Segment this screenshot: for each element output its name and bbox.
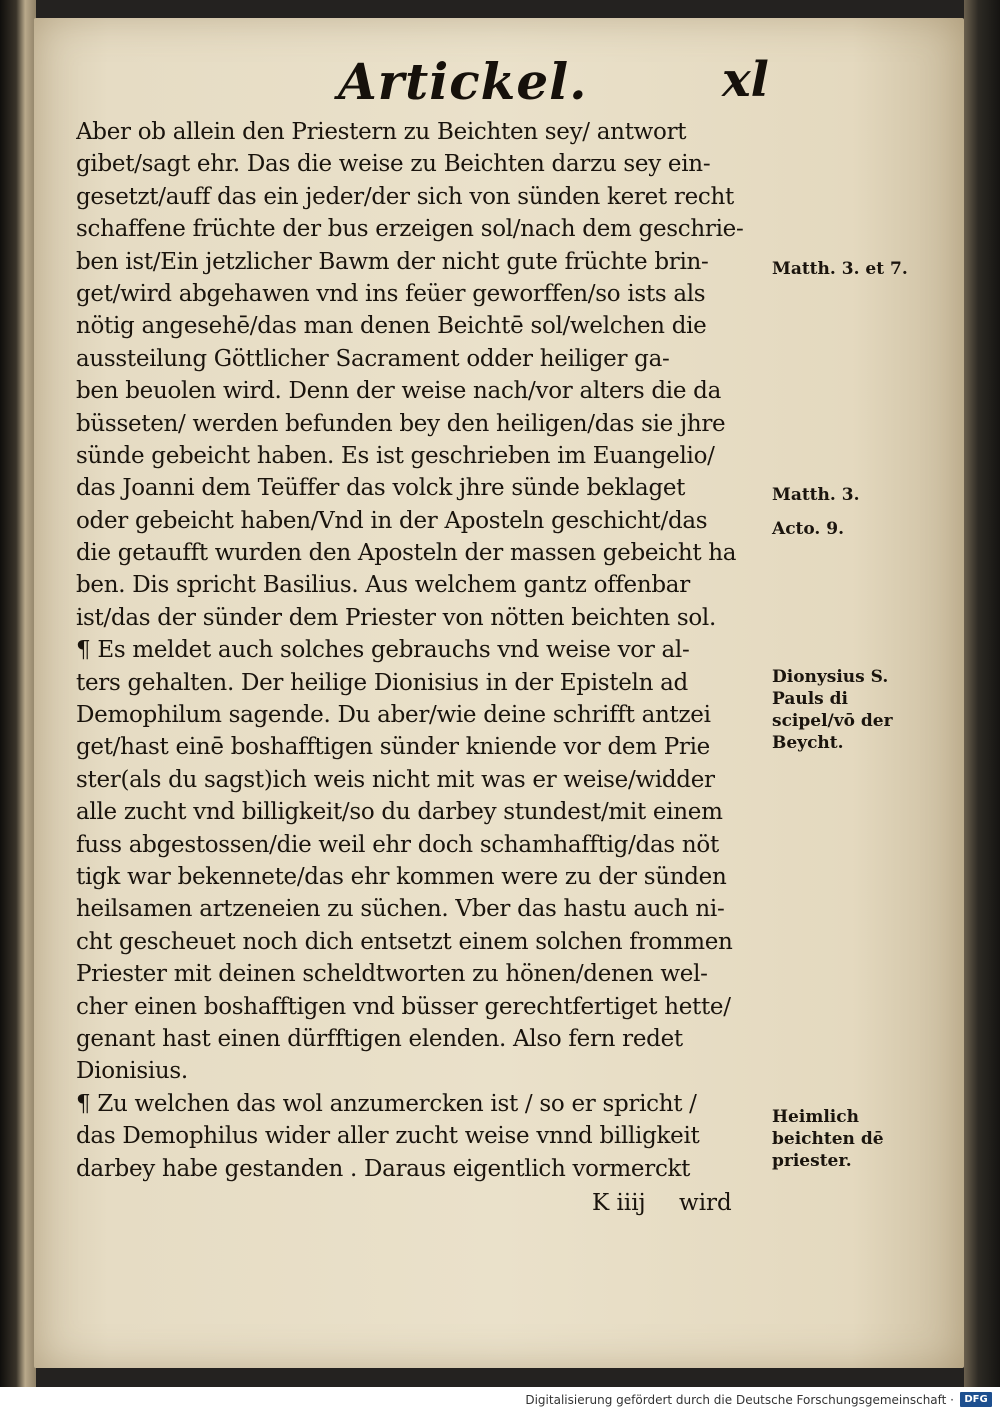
funding-credit: Digitalisierung gefördert durch die Deutsche Forschungsgemeinschaft · xyxy=(525,1393,954,1407)
catchword-line xyxy=(592,1190,758,1216)
text-line: Aber ob allein den Priestern zu Beichten sey/ antwort xyxy=(76,119,687,145)
text-line: ¶ Es meldet auch solches gebrauchs vnd weise vor al- xyxy=(76,637,690,664)
text-line: ¶ Zu welchen das wol anzumercken ist / so er spricht / xyxy=(76,1090,697,1117)
text-line: genant hast einen dürfftigen elenden. Also fern redet xyxy=(76,1025,683,1052)
text-line: cht gescheuet noch dich entsetzt einem solchen frommen xyxy=(76,928,733,955)
text-line: büsseten/ werden befunden bey den heiligen/das sie jhre xyxy=(76,410,726,437)
text-line: Demophilum sagende. Du aber/wie deine schrifft antzei xyxy=(76,702,711,729)
marginal-note-dionysius: Dionysius S. Pauls di scipel/vō der Beycht. xyxy=(772,667,893,753)
text-line: ben. Dis spricht Basilius. Aus welchem gantz offenbar xyxy=(76,572,690,599)
text-line: get/wird abgehawen vnd ins feüer geworffen/so ists als xyxy=(76,280,706,307)
text-line: alle zucht vnd billigkeit/so du darbey stundest/mit einem xyxy=(76,799,723,826)
text-line: get/hast einē boshafftigen sünder kniende vor dem Prie xyxy=(76,734,710,761)
text-line: ist/das der sünder dem Priester von nötten beichten sol. xyxy=(76,604,716,631)
text-line: cher einen boshafftigen vnd büsser gerechtfertiget hette/ xyxy=(76,993,731,1020)
text-line: gesetzt/auff das ein jeder/der sich von sünden keret recht xyxy=(76,183,734,210)
text-line: ben beuolen wird. Denn der weise nach/vor alters die da xyxy=(76,378,722,405)
main-text-block xyxy=(76,116,772,1185)
text-line: aussteilung Göttlicher Sacrament odder heiliger ga- xyxy=(76,345,670,372)
text-line: das Demophilus wider aller zucht weise vnnd billigkeit xyxy=(76,1123,700,1150)
marginal-note-acts-9: Acto. 9. xyxy=(772,519,845,539)
right-page-edge xyxy=(964,0,1000,1387)
text-line: nötig angesehē/das man denen Beichtē sol/welchen die xyxy=(76,313,707,340)
left-page-edge xyxy=(0,0,36,1387)
marginal-note-secret-confession: Heimlich beichten dē priester. xyxy=(772,1107,884,1171)
marginal-note-matthew-3: Matth. 3. xyxy=(772,485,860,505)
text-line: sünde gebeicht haben. Es ist geschrieben im Euangelio/ xyxy=(76,442,715,469)
dfg-logo-icon: DFG xyxy=(960,1392,992,1407)
text-line: schaffene früchte der bus erzeigen sol/nach dem geschrie- xyxy=(76,216,744,243)
catchword: wird xyxy=(679,1190,732,1216)
text-line: oder gebeicht haben/Vnd in der Aposteln geschicht/das xyxy=(76,507,708,534)
text-line: ster(als du sagst)ich weis nicht mit was er weise/widder xyxy=(76,766,715,793)
folio-number: xl xyxy=(722,52,769,108)
running-head: Artickel. xyxy=(338,52,588,111)
text-line: die getaufft wurden den Aposteln der massen gebeicht ha xyxy=(76,540,737,567)
text-line: ben ist/Ein jetzlicher Bawm der nicht gute früchte brin- xyxy=(76,248,709,275)
text-line: Priester mit deinen scheldtworten zu hönen/denen wel- xyxy=(76,961,708,988)
text-line: darbey habe gestanden . Daraus eigentlich vormerckt xyxy=(76,1155,691,1182)
text-line: heilsamen artzeneien zu süchen. Vber das hastu auch ni- xyxy=(76,896,725,923)
signature-mark: K iiij xyxy=(592,1190,646,1216)
digitization-footer xyxy=(0,1387,1000,1413)
text-line: das Joanni dem Teüffer das volck jhre sünde beklaget xyxy=(76,475,686,502)
text-line: Dionisius. xyxy=(76,1058,188,1085)
text-line: fuss abgestossen/die weil ehr doch schamhafftig/das nöt xyxy=(76,831,719,858)
marginal-note-matthew-3-7: Matth. 3. et 7. xyxy=(772,259,908,279)
text-line: gibet/sagt ehr. Das die weise zu Beichten darzu sey ein- xyxy=(76,151,711,178)
text-line: ters gehalten. Der heilige Dionisius in der Episteln ad xyxy=(76,669,688,696)
text-line: tigk war bekennete/das ehr kommen were zu der sünden xyxy=(76,863,727,890)
